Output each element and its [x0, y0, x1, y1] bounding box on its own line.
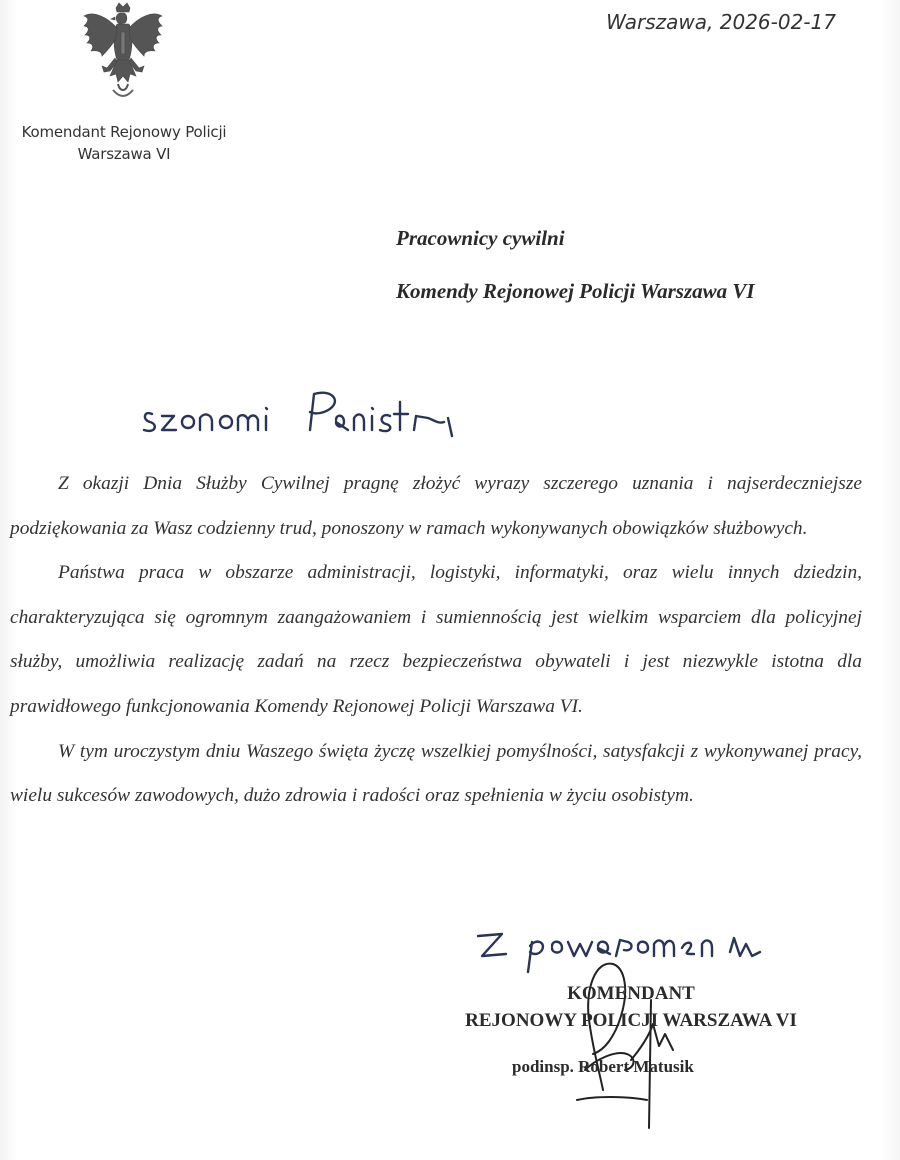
signatory-name: podinsp. Robert Matusik: [512, 1057, 694, 1076]
signatory-title-line-2: REJONOWY POLICJI WARSZAWA VI: [465, 1010, 797, 1031]
polish-eagle-emblem: [80, 2, 166, 102]
handwritten-salutation: [138, 384, 468, 454]
issuer-line-2: Warszawa VI: [77, 145, 171, 163]
paragraph-2: Państwa praca w obszarze administracji, logistyki, informatyki, oraz wielu innych dziedzin, charakteryzująca się ogromnym zaangażowaniem i sumiennością jest wielkim wsparciem dla policyjnej służby, umożliwia realizację zadań na rzecz bezpieczeństwa obywateli i jest niezwykle istotna dla prawidłowego funkcjonowania Komendy Rejonowej Policji Warszawa VI.: [10, 562, 862, 717]
paragraph-1: Z okazji Dnia Służby Cywilnej pragnę złożyć wyrazy szczerego uznania i najserdeczniejsze podziękowania za Wasz codzienny trud, ponoszony w ramach wykonywanych obowiązków służbowych.: [10, 473, 862, 539]
signatory-title-line-1: KOMENDANT: [567, 983, 695, 1004]
letter-body: [10, 462, 862, 819]
addressee-line-2: Komendy Rejonowej Policji Warszawa VI: [396, 279, 755, 303]
handwritten-signature: [555, 950, 755, 1140]
paragraph-3: W tym uroczystym dniu Waszego święta życzę wszelkiej pomyślności, satysfakcji z wykonywanej pracy, wielu sukcesów zawodowych, dużo zdrowia i radości oraz spełnienia w życiu osobistym.: [10, 740, 862, 807]
issuer-block: [6, 121, 242, 165]
signatory-title: [420, 980, 842, 1034]
addressee-line-1: Pracownicy cywilni: [396, 226, 565, 250]
place-date: Warszawa, 2026-02-17: [606, 10, 836, 34]
issuer-line-1: Komendant Rejonowy Policji: [21, 123, 227, 141]
